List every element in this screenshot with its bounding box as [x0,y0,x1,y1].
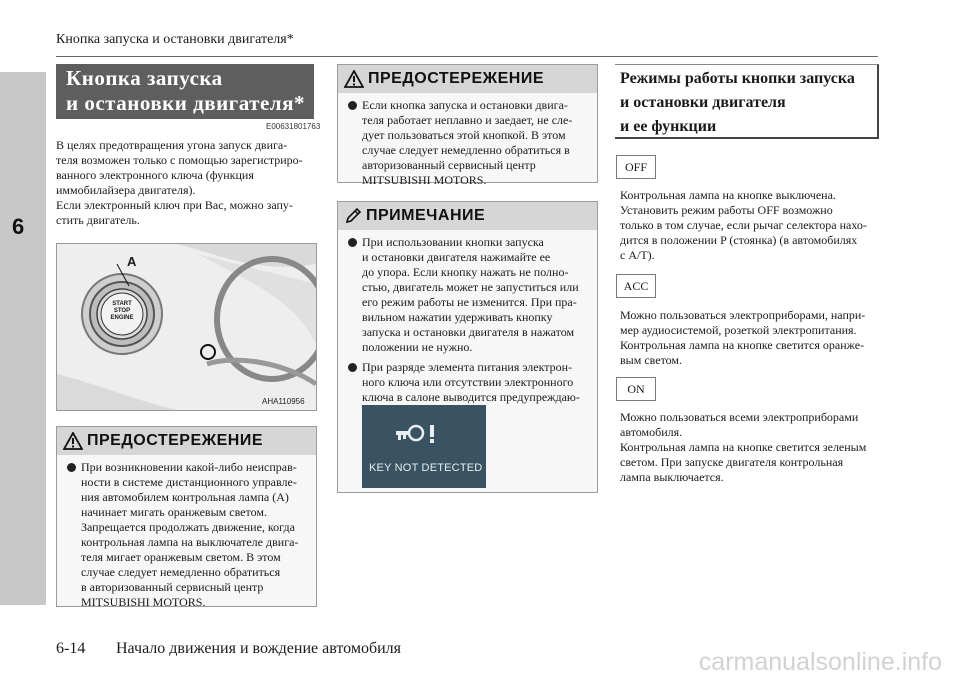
left-warning-box [56,426,317,607]
section-code: E00631801763 [266,122,321,131]
page-number: 6-14 [56,640,86,657]
figure-code: AHA110956 [262,397,305,406]
key-warning-icon [362,405,486,460]
intro-paragraph: В целях предотвращения угона запуск двига- теля возможен только с помощью зарегистриро- ванного электронного ключа (функция иммобилайзера двигателя). Если электронный ключ при Вас, можно запу- стить двигатель. [56,138,303,227]
chapter-side-tab [0,72,46,605]
note-item-1 [344,235,589,355]
note-header [338,202,597,230]
right-section-heading: Режимы работы кнопки запуска и остановки двигателя и ее функции [620,70,855,135]
key-not-detected-message: KEY NOT DETECTED [369,462,483,474]
warning-triangle-icon [63,432,83,450]
dashboard-illustration [57,244,316,410]
mode-text-off: Контрольная лампа на кнопке выключена. Установить режим работы OFF возможно только в том случае, если рычаг селектора нахо- дится в положении P (стоянка) (в автомобилях с A/T). [620,188,867,262]
start-button-figure [56,243,317,411]
mode-label-on: ON [616,377,656,401]
middle-warning-text: Если кнопка запуска и остановки двига- теля работает неплавно и заедает, не сле- дует пользоваться этой кнопкой. В этом случае следует немедленно обратиться в авторизованный сервисный центр MITSUBISHI MOTORS. [362,98,573,187]
mode-label-acc: ACC [616,274,656,298]
warning-triangle-icon [344,70,364,88]
bullet-icon [348,238,357,247]
pencil-note-icon [344,207,362,225]
mode-text-on: Можно пользоваться всеми электроприборами автомобиля. Контрольная лампа на кнопке светится зеленым светом. При запуске двигателя контрольная лампа выключается. [620,410,867,484]
start-stop-button-label: START STOP ENGINE [110,301,134,321]
middle-warning-box [337,64,598,187]
middle-warning-item [344,98,589,188]
section-title-box [56,64,314,119]
middle-warning-header [338,65,597,93]
note-text-2: При разряде элемента питания электрон- ного ключа или отсутствии электронного ключа в салоне выводится предупреждаю- [362,360,580,404]
chapter-number: 6 [12,214,25,239]
mode-label-off: OFF [616,155,656,179]
note-text-1: При использовании кнопки запуска и остановки двигателя нажимайте ее до упора. Если кнопку нажать не полно- стью, двигатель может не запуститься или его режим работы не изменится. При пра- вильном нажатии удерживать кнопку запуска и остановки двигателя в нажатом положении не нужно. [362,235,579,354]
key-not-detected-display [362,405,486,488]
bullet-icon [348,363,357,372]
middle-warning-heading: ПРЕДОСТЕРЕЖЕНИЕ [368,70,544,87]
header-rule [56,56,878,57]
running-header: Кнопка запуска и остановки двигателя* [56,32,294,47]
mode-text-acc: Можно пользоваться электроприборами, напри- мер аудиосистемой, розеткой электропитания. Контрольная лампа на кнопке светится оранже- вым светом. [620,308,866,367]
bullet-icon [348,101,357,110]
footer-chapter-title: Начало движения и вождение автомобиля [116,640,402,657]
left-warning-text: При возникновении какой-либо неисправ- ности в системе дистанционного управле- ния автомобилем контрольная лампа (A) начинает мигать оранжевым светом. Запрещается продолжать движение, когда контрольная лампа на выключателе двига- теля мигает оранжевым светом. В этом случае следует немедленно обратиться в авторизованный сервисный центр MITSUBISHI MOTORS. [81,460,299,609]
bullet-icon [67,463,76,472]
callout-a-label: A [127,254,137,269]
left-warning-header [57,427,316,455]
watermark: carmanualsonline.info [698,648,942,676]
section-title: Кнопка запуска и остановки двигателя* [66,66,305,115]
note-heading: ПРИМЕЧАНИЕ [366,207,486,224]
left-warning-heading: ПРЕДОСТЕРЕЖЕНИЕ [87,432,263,449]
left-warning-item [63,460,308,610]
